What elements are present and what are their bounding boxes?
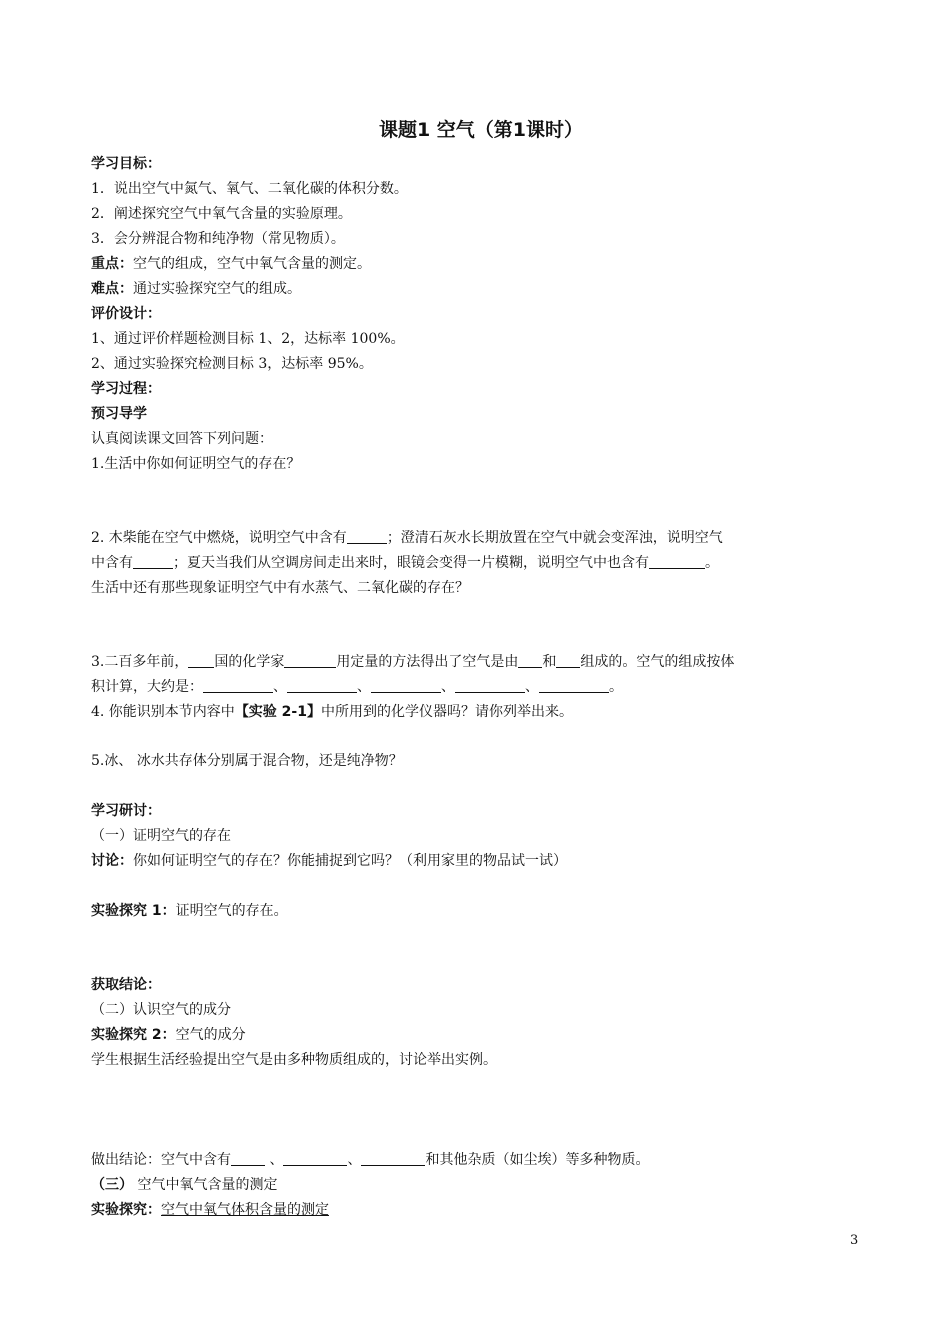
question-1: 1.生活中你如何证明空气的存在？ (91, 456, 301, 472)
answer-blank[interactable] (518, 653, 542, 668)
experiment-2-label: 实验探究 2： (91, 1027, 176, 1043)
q3-text: 。 (609, 679, 623, 695)
q2-text: ；澄清石灰水长期放置在空气中就会变浑浊，说明空气 (386, 530, 723, 546)
answer-blank[interactable] (203, 678, 273, 693)
discussion-line (91, 851, 567, 871)
q4-text: 中所用到的化学仪器吗？请你列举出来。 (320, 704, 573, 720)
result-text: 做出结论：空气中含有 (91, 1152, 231, 1168)
page-number: 3 (850, 1233, 859, 1248)
q2-text: 。 (705, 555, 719, 571)
evaluation-heading: 评价设计： (91, 306, 161, 322)
answer-blank[interactable] (455, 678, 525, 693)
difficulty-text: 通过实验探究空气的组成。 (133, 281, 301, 297)
objective-item: 2．阐述探究空气中氧气含量的实验原理。 (91, 206, 352, 222)
evaluation-item: 1、通过评价样题检测目标 1、2，达标率 100%。 (91, 331, 405, 347)
experiment-1-label: 实验探究 1： (91, 903, 176, 919)
answer-blank[interactable] (361, 1151, 425, 1166)
separator: 、 (441, 679, 455, 695)
part-3-text: 空气中氧气含量的测定 (133, 1177, 278, 1193)
experiment-2-line (91, 1025, 246, 1045)
part-1-heading: （一）证明空气的存在 (91, 828, 231, 844)
answer-blank[interactable] (539, 678, 609, 693)
part-2-text: 学生根据生活经验提出空气是由多种物质组成的，讨论举出实例。 (91, 1052, 497, 1068)
question-2-line-2 (91, 553, 719, 573)
part-3-label: （三） (91, 1177, 133, 1193)
q2-text: 2. 木柴能在空气中燃烧，说明空气中含有 (91, 530, 347, 546)
question-2-line-1 (91, 528, 723, 548)
answer-blank[interactable] (371, 678, 441, 693)
key-point-line (91, 254, 371, 274)
answer-blank[interactable] (188, 653, 214, 668)
result-line (91, 1150, 649, 1170)
process-heading: 学习过程： (91, 381, 161, 397)
question-3-line-2 (91, 677, 623, 697)
separator: 、 (273, 679, 287, 695)
q3-text: 和 (542, 654, 557, 670)
experiment-1-text: 证明空气的存在。 (175, 903, 288, 919)
preview-intro: 认真阅读课文回答下列问题： (91, 431, 273, 447)
discussion-label: 讨论： (91, 853, 133, 869)
question-5: 5.冰、 冰水共存体分别属于混合物，还是纯净物？ (91, 753, 403, 769)
study-heading: 学习研讨： (91, 803, 161, 819)
separator: 、 (525, 679, 539, 695)
objectives-heading: 学习目标： (91, 156, 161, 172)
question-4 (91, 702, 573, 722)
q2-text: ；夏天当我们从空调房间走出来时，眼镜会变得一片模糊，说明空气中也含有 (173, 555, 649, 571)
answer-blank[interactable] (133, 554, 173, 569)
experiment-2-text: 空气的成分 (175, 1027, 246, 1043)
q3-text: 组成的。空气的组成按体 (580, 654, 735, 670)
answer-blank[interactable] (287, 678, 357, 693)
result-text: 、 (265, 1152, 284, 1168)
question-3-line-1 (91, 652, 734, 672)
answer-blank[interactable] (284, 653, 336, 668)
q3-text: 国的化学家 (214, 654, 285, 670)
q3-text: 用定量的方法得出了空气是由 (336, 654, 519, 670)
part-2-heading: （二）认识空气的成分 (91, 1002, 231, 1018)
key-point-label: 重点： (91, 256, 133, 272)
result-text: 、 (347, 1152, 362, 1168)
evaluation-item: 2、通过实验探究检测目标 3，达标率 95%。 (91, 356, 373, 372)
answer-blank[interactable] (347, 529, 387, 544)
key-point-text: 空气的组成，空气中氧气含量的测定。 (133, 256, 371, 272)
preview-heading: 预习导学 (91, 406, 147, 422)
objective-item: 1．说出空气中氮气、氧气、二氧化碳的体积分数。 (91, 181, 408, 197)
answer-blank[interactable] (556, 653, 580, 668)
experiment-3-label: 实验探究： (91, 1202, 161, 1218)
separator: 、 (357, 679, 371, 695)
experiment-3-text: 空气中氧气体积含量的测定 (161, 1202, 329, 1218)
answer-blank[interactable] (231, 1151, 265, 1166)
conclusion-heading: 获取结论： (91, 977, 161, 993)
experiment-reference: 【实验 2-1】 (234, 704, 321, 720)
page-title: 课题1 空气（第1课时） (378, 119, 584, 141)
q4-text: 4. 你能识别本节内容中 (91, 704, 235, 720)
discussion-text: 你如何证明空气的存在？你能捕捉到它吗？（利用家里的物品试一试） (133, 853, 567, 869)
difficulty-label: 难点： (91, 281, 133, 297)
part-3-line (91, 1175, 277, 1195)
answer-blank[interactable] (283, 1151, 347, 1166)
difficulty-line (91, 279, 301, 299)
q3-text: 3.二百多年前， (91, 654, 189, 670)
q2-text: 中含有 (91, 555, 133, 571)
experiment-1-line (91, 901, 288, 921)
objective-item: 3．会分辨混合物和纯净物（常见物质）。 (91, 231, 345, 247)
question-2-followup: 生活中还有那些现象证明空气中有水蒸气、二氧化碳的存在？ (91, 580, 469, 596)
answer-blank[interactable] (649, 554, 705, 569)
experiment-3-line (91, 1200, 329, 1220)
q3-text: 积计算，大约是： (91, 679, 203, 695)
result-text: 和其他杂质（如尘埃）等多种物质。 (425, 1152, 650, 1168)
